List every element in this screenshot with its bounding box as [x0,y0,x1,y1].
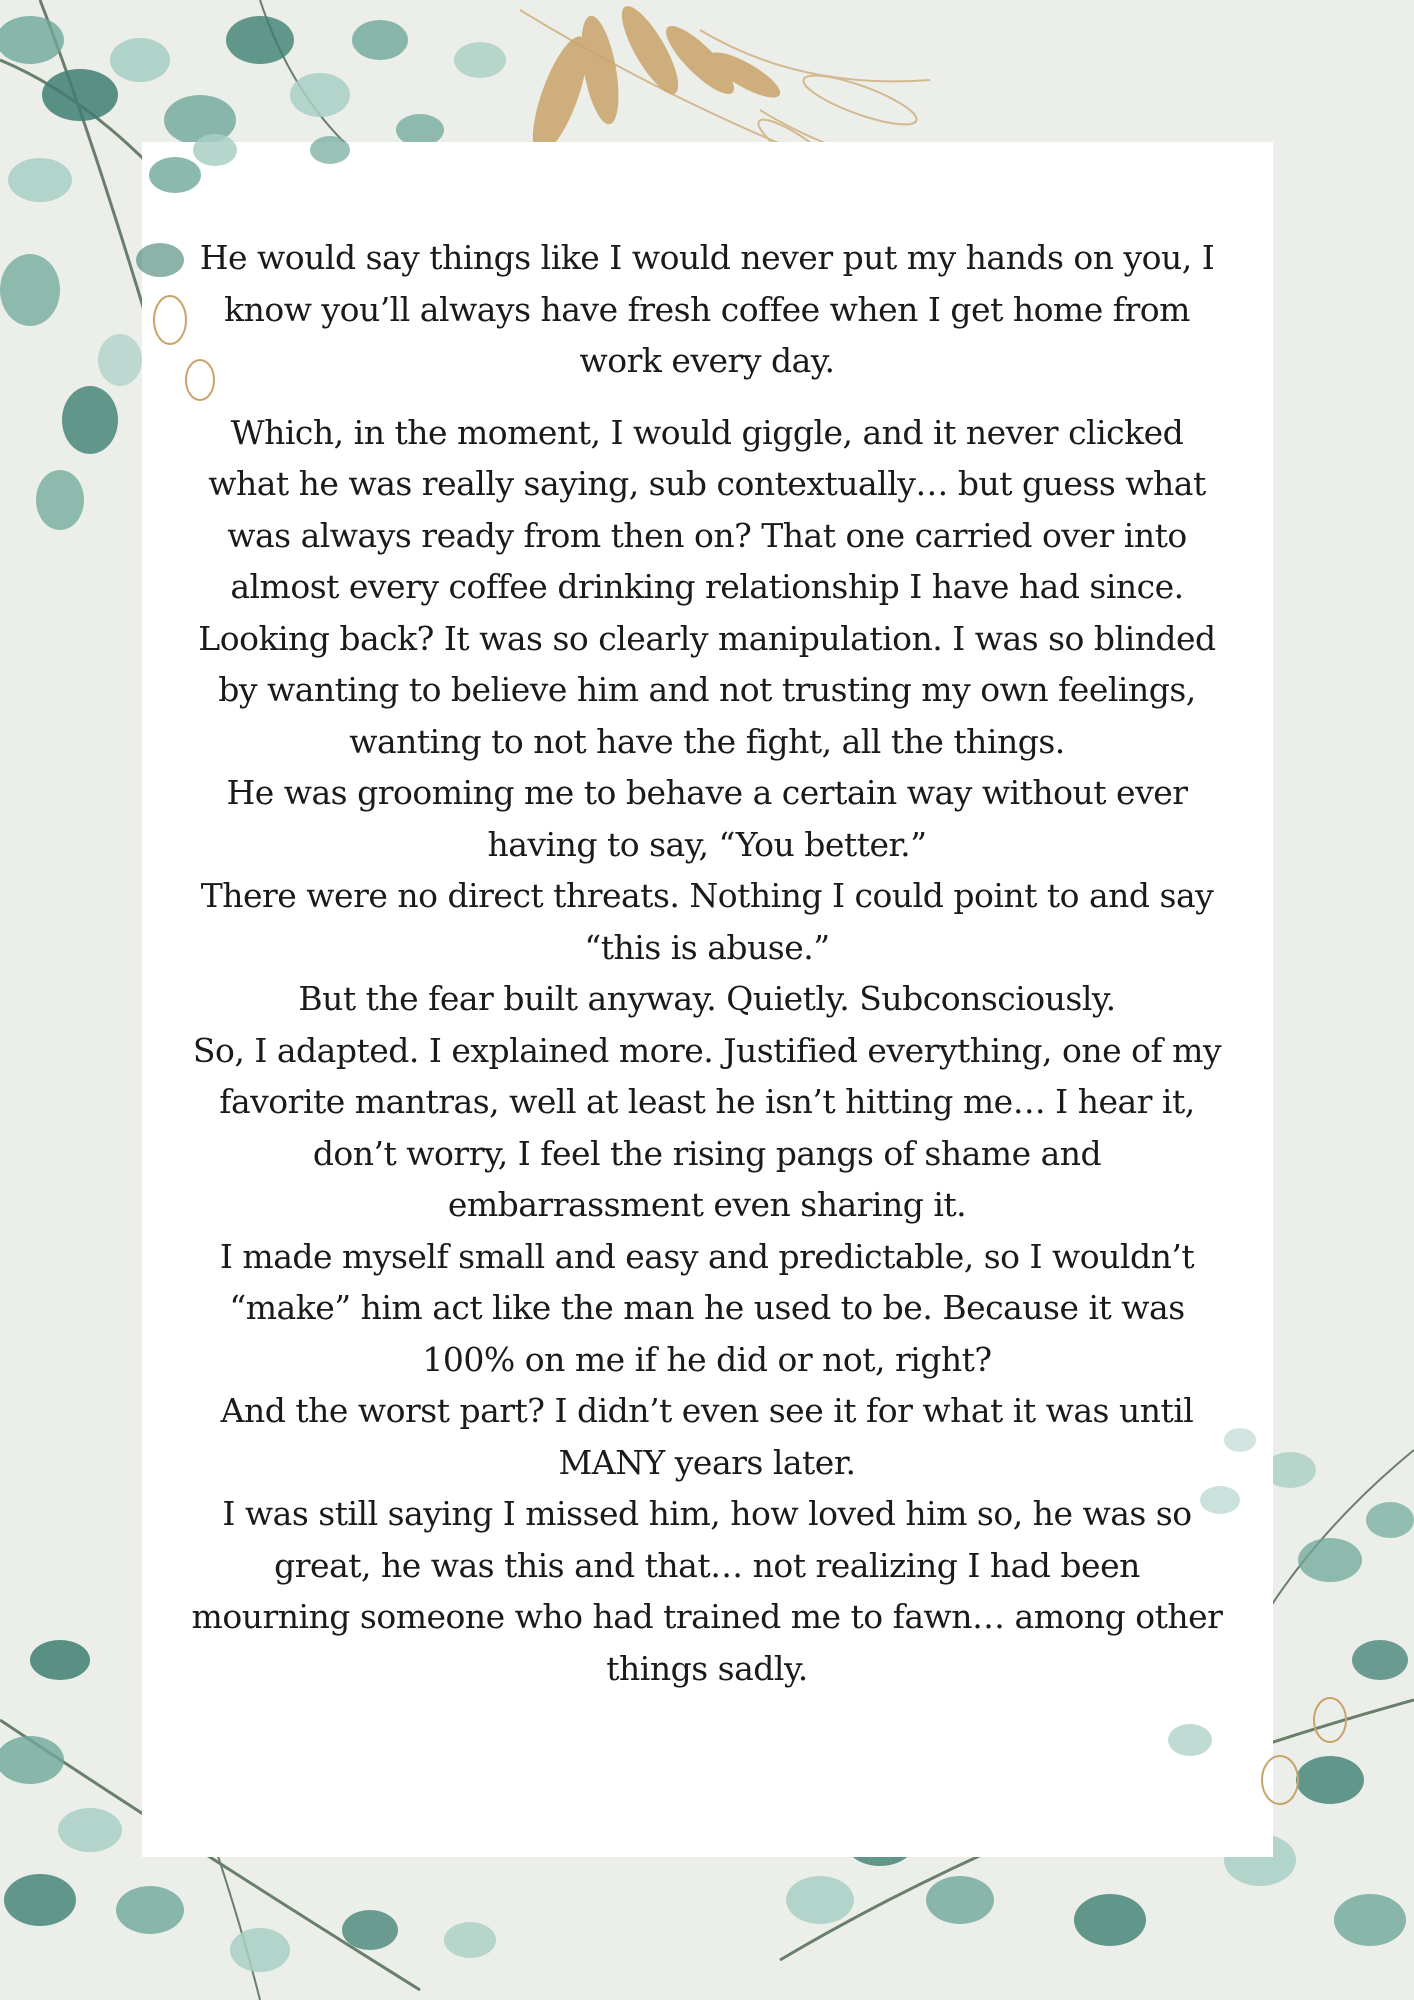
paragraph-4: He was grooming me to behave a certain way without ever having to say, “You better.” [226,773,1188,864]
paragraph-2: Which, in the moment, I would giggle, and it never clicked what he was really saying, sub contextually… but guess what was always ready from then on? That one carried over into almost every coffee drinking relationship I have had since. [208,412,1206,606]
gold-fern-leaves-top [522,0,786,159]
paragraph-8: I made myself small and easy and predictable, so I wouldn’t “make” him act like the man he used to be. Because it was 100% on me if he did or not, right? [219,1236,1195,1379]
paragraph-1: He would say things like I would never put my hands on you, I know you’ll always have fresh coffee when I get home from work every day. [199,238,1215,380]
body-text [190,232,1224,1694]
paragraph-9: And the worst part? I didn’t even see it for what it was until MANY years later. [220,1391,1194,1482]
paragraph-7: So, I adapted. I explained more. Justified everything, one of my favorite mantras, well at least he isn’t hitting me… I hear it, don’t worry, I feel the rising pangs of shame and embarrassment even sharing it. [192,1030,1222,1224]
paragraph-5: There were no direct threats. Nothing I could point to and say “this is abuse.” [200,876,1214,967]
paragraph-3: Looking back? It was so clearly manipulation. I was so blinded by wanting to believe him and not trusting my own feelings, wanting to not have the fight, all the things. [198,618,1216,761]
paragraph-10: I was still saying I missed him, how loved him so, he was so great, he was this and that… not realizing I had been mourning someone who had trained me to fawn… among other things sadly. [191,1494,1223,1688]
paragraph-6: But the fear built anyway. Quietly. Subconsciously. [298,979,1116,1018]
